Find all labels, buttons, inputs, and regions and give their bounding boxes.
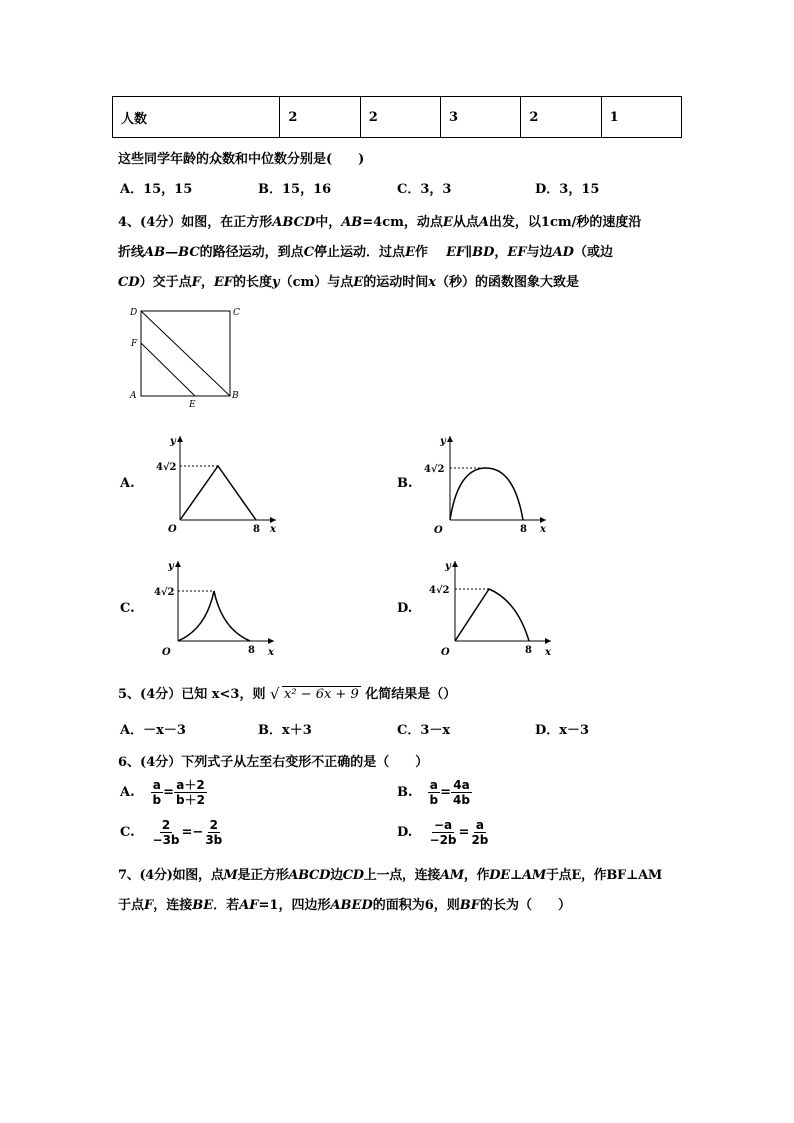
label-c: C: [233, 308, 240, 318]
x-arrow: [545, 638, 551, 644]
graph-curve: [450, 468, 523, 520]
fraction: $\frac{a}{b}$: [429, 778, 439, 807]
x-arrow: [540, 517, 546, 523]
x-end-label: 8: [520, 524, 527, 535]
x-arrow: [268, 638, 274, 644]
q4-line2: 折线AB—BC的路径运动，到点C停止运动．过点E作 EF∥BD，EF与边AD（或边: [118, 245, 613, 260]
q5-option-a: A．－x－3: [120, 723, 186, 738]
graph-b: [420, 432, 550, 538]
label-f: F: [131, 339, 138, 349]
q3-question: 这些同学年龄的众数和中位数分别是( ): [118, 152, 365, 167]
y-arrow: [452, 561, 458, 567]
square-figure: [125, 303, 245, 411]
q6-option-d: D. $\frac{-a}{-2b}$ = $\frac{a}{2b}$: [397, 818, 489, 847]
table-cell: 1: [601, 97, 681, 138]
q4-option-a: A.: [120, 476, 135, 491]
y-label: y: [168, 561, 174, 572]
graph-curve: [455, 589, 529, 641]
label-a: A: [130, 391, 137, 401]
origin-label: O: [168, 524, 177, 535]
q6-option-a: A. $\frac{a}{b}$ = $\frac{a+2}{b+2}$: [120, 778, 205, 807]
q5-option-c: C．3－x: [397, 723, 451, 738]
sqrt-icon: √: [270, 685, 280, 703]
q3-option-a: A．15，15: [120, 182, 193, 197]
q6-option-c: C. $\frac{2}{-3b}$ =− $\frac{2}{3b}$: [120, 818, 223, 847]
y-peak-label: 4√2: [154, 587, 175, 598]
fraction: $\frac{a+2}{b+2}$: [176, 778, 205, 807]
y-peak-label: 4√2: [424, 464, 445, 475]
diagonal-bd: [141, 311, 230, 396]
y-arrow: [175, 561, 181, 567]
fraction: $\frac{a}{b}$: [152, 778, 162, 807]
q5-option-d: D．x－3: [535, 723, 590, 738]
age-table: [112, 96, 682, 138]
q5-option-b: B．x＋3: [258, 723, 312, 738]
x-label: x: [540, 524, 546, 535]
graph-c: [148, 557, 278, 663]
graph-a: [150, 432, 280, 538]
table-cell: 2: [360, 97, 440, 138]
radicand: x² − 6x + 9: [284, 687, 359, 702]
q6-question: 6、(4分）下列式子从左至右变形不正确的是（ ）: [118, 755, 429, 770]
x-end-label: 8: [248, 645, 255, 656]
origin-label: O: [441, 647, 450, 658]
x-end-label: 8: [253, 524, 260, 535]
q4-option-b: B.: [397, 476, 413, 491]
table-cell: 2: [521, 97, 601, 138]
graph-curve: [180, 466, 256, 520]
q4-line1: 4、(4分）如图，在正方形ABCD中，AB=4cm，动点E从点A出发，以1cm/秒的速度沿: [118, 215, 642, 230]
table-cell: 2: [280, 97, 360, 138]
table-cell: 3: [441, 97, 521, 138]
sqrt-expression: [270, 687, 361, 702]
x-label: x: [270, 524, 276, 535]
q3-option-b: B．15，16: [258, 182, 332, 197]
fraction: $\frac{2}{-3b}$: [152, 818, 180, 847]
fraction: $\frac{a}{2b}$: [471, 818, 489, 847]
y-peak-label: 4√2: [429, 585, 450, 596]
x-label: x: [268, 647, 274, 658]
y-arrow: [447, 436, 453, 442]
q6-option-b: B. $\frac{a}{b}$ = $\frac{4a}{4b}$: [397, 778, 470, 807]
y-label: y: [440, 436, 446, 447]
x-end-label: 8: [525, 645, 532, 656]
segment-ef: [141, 343, 195, 396]
graph-curve: [178, 591, 250, 641]
y-label: y: [170, 436, 176, 447]
q4-line3: CD）交于点F，EF的长度y（cm）与点E的运动时间x（秒）的函数图象大致是: [118, 275, 579, 290]
label-d: D: [130, 308, 138, 318]
q4-option-c: C.: [120, 601, 135, 616]
table-row: [113, 97, 682, 138]
q3-option-d: D．3，15: [535, 182, 600, 197]
fraction: $\frac{2}{3b}$: [205, 818, 223, 847]
y-label: y: [445, 561, 451, 572]
y-peak-label: 4√2: [156, 462, 177, 473]
table-header-cell: 人数: [113, 97, 280, 138]
fraction: $\frac{4a}{4b}$: [453, 778, 470, 807]
q5-question: 5、(4分）已知 x<3，则 √ x² − 6x + 9 化简结果是（）: [118, 685, 457, 703]
q7-line2: 于点F，连接BE．若AF=1，四边形ABED的面积为6，则BF的长为（ ）: [118, 898, 572, 913]
y-arrow: [177, 436, 183, 442]
label-e: E: [189, 400, 196, 410]
graph-d: [425, 557, 555, 663]
x-arrow: [270, 517, 276, 523]
origin-label: O: [434, 525, 443, 536]
q4-option-d: D.: [397, 601, 413, 616]
q3-option-c: C．3，3: [397, 182, 452, 197]
fraction: $\frac{-a}{-2b}$: [429, 818, 457, 847]
label-b: B: [232, 391, 239, 401]
x-label: x: [545, 647, 551, 658]
origin-label: O: [162, 647, 171, 658]
q7-line1: 7、(4分)如图，点M是正方形ABCD边CD上一点，连接AM，作DE⊥AM于点E，作BF⊥AM: [118, 868, 663, 883]
